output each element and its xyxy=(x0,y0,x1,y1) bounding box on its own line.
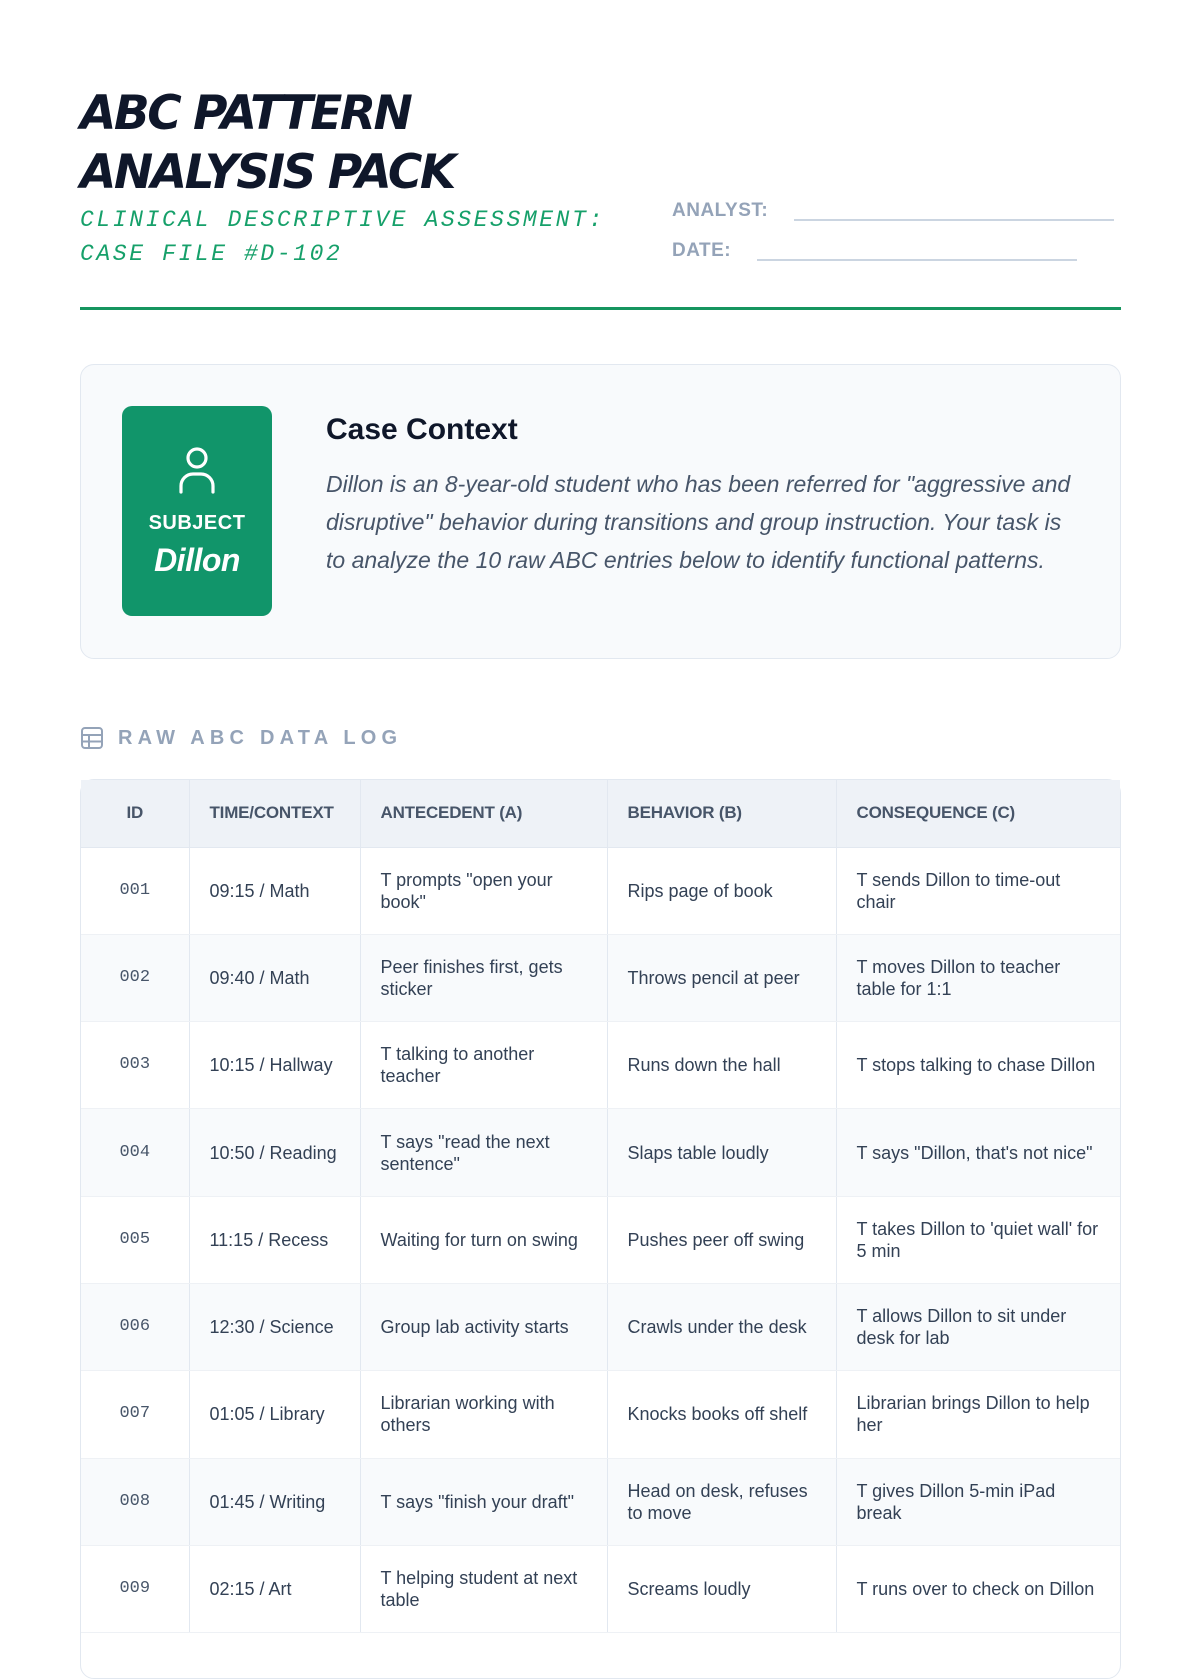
table-row xyxy=(81,847,1120,934)
cell-time: 01:45 / Writing xyxy=(189,1458,360,1545)
date-field xyxy=(672,240,1077,262)
cell-time: 12:30 / Science xyxy=(189,1283,360,1370)
cell-time: 10:50 / Reading xyxy=(189,1109,360,1196)
table-icon xyxy=(80,726,104,750)
cell-antecedent: Librarian working with others xyxy=(360,1371,607,1458)
cell-id: 004 xyxy=(81,1109,189,1196)
analyst-write-line xyxy=(794,219,1114,221)
cell-consequence: T says "Dillon, that's not nice" xyxy=(836,1109,1120,1196)
date-write-line xyxy=(757,259,1077,261)
cell-time: 09:40 / Math xyxy=(189,934,360,1021)
cell-behavior: Knocks books off shelf xyxy=(607,1371,836,1458)
header-divider xyxy=(80,307,1121,310)
cell-behavior: Runs down the hall xyxy=(607,1022,836,1109)
cell-id: 009 xyxy=(81,1545,189,1632)
cell-antecedent: T talking to another teacher xyxy=(360,1022,607,1109)
cell-id: 007 xyxy=(81,1371,189,1458)
cell-time: 02:15 / Art xyxy=(189,1545,360,1632)
cell-id: 005 xyxy=(81,1196,189,1283)
analyst-field xyxy=(672,200,1114,222)
cell-antecedent: Peer finishes first, gets sticker xyxy=(360,934,607,1021)
subject-label: SUBJECT xyxy=(148,512,246,534)
date-label: DATE: xyxy=(672,240,732,261)
table-row xyxy=(81,934,1120,1021)
subtitle-line: CASE FILE #D-102 xyxy=(80,241,343,267)
cell-behavior: Head on desk, refuses to move xyxy=(607,1458,836,1545)
title-line: ANALYSIS PACK xyxy=(80,145,454,200)
page-title xyxy=(80,84,454,202)
section-label: RAW ABC DATA LOG xyxy=(118,726,403,749)
cell-id: 002 xyxy=(81,934,189,1021)
cell-antecedent: Waiting for turn on swing xyxy=(360,1196,607,1283)
cell-antecedent: T prompts "open your book" xyxy=(360,847,607,934)
cell-consequence: T moves Dillon to teacher table for 1:1 xyxy=(836,934,1120,1021)
table-header-row xyxy=(81,780,1120,847)
cell-consequence: T allows Dillon to sit under desk for lab xyxy=(836,1283,1120,1370)
cell-behavior: Rips page of book xyxy=(607,847,836,934)
cell-time: 09:15 / Math xyxy=(189,847,360,934)
cell-behavior: Screams loudly xyxy=(607,1545,836,1632)
column-header-antecedent: ANTECEDENT (A) xyxy=(360,780,607,847)
table-row xyxy=(81,1022,1120,1109)
cell-consequence: T gives Dillon 5-min iPad break xyxy=(836,1458,1120,1545)
cell-id: 008 xyxy=(81,1458,189,1545)
table-row xyxy=(81,1283,1120,1370)
person-icon xyxy=(178,446,216,494)
cell-id: 003 xyxy=(81,1022,189,1109)
table-row xyxy=(81,1196,1120,1283)
subject-name: Dillon xyxy=(154,542,240,578)
cell-consequence: T sends Dillon to time-out chair xyxy=(836,847,1120,934)
cell-antecedent: Group lab activity starts xyxy=(360,1283,607,1370)
cell-consequence: Librarian brings Dillon to help her xyxy=(836,1371,1120,1458)
column-header-time: TIME/CONTEXT xyxy=(189,780,360,847)
column-header-id: ID xyxy=(81,780,189,847)
subtitle-line: CLINICAL DESCRIPTIVE ASSESSMENT: xyxy=(80,207,605,233)
cell-time: 01:05 / Library xyxy=(189,1371,360,1458)
column-header-behavior: BEHAVIOR (B) xyxy=(607,780,836,847)
cell-consequence: T runs over to check on Dillon xyxy=(836,1545,1120,1632)
cell-time: 10:15 / Hallway xyxy=(189,1022,360,1109)
context-title: Case Context xyxy=(326,413,518,446)
title-line: ABC PATTERN xyxy=(80,86,411,141)
cell-consequence: T stops talking to chase Dillon xyxy=(836,1022,1120,1109)
table-row xyxy=(81,1371,1120,1458)
subject-badge xyxy=(122,406,272,616)
cell-behavior: Pushes peer off swing xyxy=(607,1196,836,1283)
case-subtitle xyxy=(80,203,605,271)
cell-time: 11:15 / Recess xyxy=(189,1196,360,1283)
cell-behavior: Throws pencil at peer xyxy=(607,934,836,1021)
abc-data-table xyxy=(80,779,1121,1679)
section-header xyxy=(80,726,402,750)
table-row xyxy=(81,1109,1120,1196)
cell-behavior: Crawls under the desk xyxy=(607,1283,836,1370)
table-row xyxy=(81,1458,1120,1545)
analyst-label: ANALYST: xyxy=(672,200,769,221)
case-context-card xyxy=(80,364,1121,659)
cell-antecedent: T helping student at next table xyxy=(360,1545,607,1632)
cell-behavior: Slaps table loudly xyxy=(607,1109,836,1196)
context-body: Dillon is an 8-year-old student who has been referred for "aggressive and disruptive" behavior during transitions and group instruction. Your task is to analyze the 10 raw ABC entries below to identify functional patterns. xyxy=(326,471,1071,573)
column-header-consequence: CONSEQUENCE (C) xyxy=(836,780,1120,847)
cell-antecedent: T says "read the next sentence" xyxy=(360,1109,607,1196)
cell-id: 001 xyxy=(81,847,189,934)
cell-consequence: T takes Dillon to 'quiet wall' for 5 min xyxy=(836,1196,1120,1283)
cell-id: 006 xyxy=(81,1283,189,1370)
cell-antecedent: T says "finish your draft" xyxy=(360,1458,607,1545)
table-row xyxy=(81,1545,1120,1632)
